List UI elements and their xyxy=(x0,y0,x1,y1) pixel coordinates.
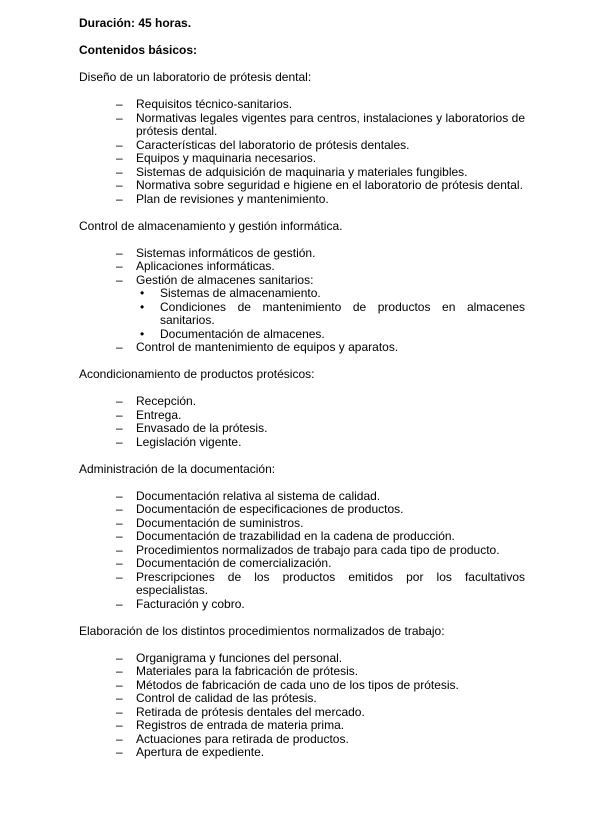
list-item-text: Normativa sobre seguridad e higiene en el laboratorio de prótesis dental. xyxy=(136,178,523,192)
list-item-text: Apertura de expediente. xyxy=(136,745,265,759)
dash-marker: – xyxy=(116,178,123,192)
dash-marker: – xyxy=(116,596,123,611)
sublist-item xyxy=(136,301,525,328)
bullet-marker: • xyxy=(140,326,145,341)
list-item xyxy=(79,517,525,531)
list-item xyxy=(79,719,525,733)
list-item xyxy=(79,395,525,409)
list-item xyxy=(79,179,525,193)
list-item xyxy=(79,274,525,342)
dash-marker: – xyxy=(116,650,123,665)
dash-marker: – xyxy=(116,407,123,422)
list-item xyxy=(79,733,525,747)
dash-marker: – xyxy=(116,245,123,260)
list-item-text: Características del laboratorio de prótesis dentales. xyxy=(136,137,410,152)
list-item-text: Normativas legales vigentes para centros, instalaciones y laboratorios de prótesis dental. xyxy=(136,110,525,138)
dash-marker: – xyxy=(116,731,123,746)
section-title: Administración de la documentación: xyxy=(79,461,276,476)
list-item-text: Control de mantenimiento de equipos y aparatos. xyxy=(136,340,399,354)
dash-marker: – xyxy=(116,677,123,692)
list-item-text: Equipos y maquinaria necesarios. xyxy=(136,151,317,165)
dash-list xyxy=(79,490,525,612)
list-item-text: Documentación de trazabilidad en la cadena de producción. xyxy=(136,529,455,543)
dash-marker: – xyxy=(116,191,123,206)
list-item-text: Requisitos técnico-sanitarios. xyxy=(136,97,293,111)
list-item-text: Organigrama y funciones del personal. xyxy=(136,650,343,665)
dash-marker: – xyxy=(116,164,123,179)
dash-marker: – xyxy=(116,569,123,584)
list-item-text: Prescripciones de los productos emitidos por los facultativos especialistas. xyxy=(136,569,525,597)
list-item xyxy=(79,98,525,112)
list-item xyxy=(79,746,525,760)
sublist-item-text: Sistemas de almacenamiento. xyxy=(160,286,321,300)
section-procedimientos xyxy=(79,625,525,760)
dash-marker: – xyxy=(116,340,123,354)
dash-marker: – xyxy=(116,542,123,557)
bullet-marker: • xyxy=(140,286,145,300)
list-item xyxy=(79,436,525,450)
list-item-text: Gestión de almacenes sanitarios: xyxy=(136,272,314,287)
list-item-text: Procedimientos normalizados de trabajo para cada tipo de producto. xyxy=(136,542,500,557)
dash-list xyxy=(79,652,525,760)
section-title: Acondicionamiento de productos protésicos: xyxy=(79,367,315,381)
list-item-text: Sistemas de adquisición de maquinaria y materiales fungibles. xyxy=(136,164,468,179)
list-item xyxy=(79,341,525,355)
list-item xyxy=(79,490,525,504)
section-administracion xyxy=(79,463,525,612)
list-item-text: Facturación y cobro. xyxy=(136,596,245,611)
list-item-text: Entrega. xyxy=(136,407,182,422)
dash-marker: – xyxy=(116,691,123,705)
list-item xyxy=(79,557,525,571)
list-item-text: Métodos de fabricación de cada uno de los tipos de prótesis. xyxy=(136,677,459,692)
section-title: Control de almacenamiento y gestión informática. xyxy=(79,218,343,233)
list-item-text: Materiales para la fabricación de prótesis. xyxy=(136,664,359,678)
dash-marker: – xyxy=(116,664,123,678)
list-item-text: Envasado de la prótesis. xyxy=(136,421,268,435)
list-item xyxy=(79,139,525,153)
section-title: Elaboración de los distintos procedimientos normalizados de trabajo: xyxy=(79,623,445,638)
list-item xyxy=(79,530,525,544)
dash-marker: – xyxy=(116,529,123,543)
list-item-text: Documentación de suministros. xyxy=(136,515,304,530)
dash-marker: – xyxy=(116,515,123,530)
dash-marker: – xyxy=(116,394,123,408)
list-item-text: Actuaciones para retirada de productos. xyxy=(136,731,349,746)
list-item-text: Aplicaciones informáticas. xyxy=(136,259,275,273)
list-item-text: Documentación de comercialización. xyxy=(136,556,332,570)
contents-heading: Contenidos básicos: xyxy=(79,43,198,57)
list-item xyxy=(79,409,525,423)
list-item-text: Control de calidad de las prótesis. xyxy=(136,691,317,705)
sublist-item-text: Condiciones de mantenimiento de productos en almacenes sanitarios. xyxy=(160,299,525,327)
list-item xyxy=(79,112,525,139)
dash-marker: – xyxy=(116,556,123,570)
section-diseno xyxy=(79,71,525,206)
dash-list xyxy=(79,247,525,355)
list-item xyxy=(79,193,525,207)
list-item xyxy=(79,706,525,720)
section-control-almacenamiento xyxy=(79,220,525,355)
dash-marker: – xyxy=(116,745,123,759)
list-item-text: Registros de entrada de materia prima. xyxy=(136,718,345,732)
dash-marker: – xyxy=(116,259,123,273)
dash-marker: – xyxy=(116,97,123,111)
bullet-marker: • xyxy=(140,299,145,314)
dash-marker: – xyxy=(116,434,123,449)
duration-line: Duración: 45 horas. xyxy=(79,16,192,30)
list-item-text: Recepción. xyxy=(136,394,197,408)
dash-marker: – xyxy=(116,502,123,516)
list-item xyxy=(79,247,525,261)
list-item-text: Sistemas informáticos de gestión. xyxy=(136,245,316,260)
dash-marker: – xyxy=(116,151,123,165)
dash-marker: – xyxy=(116,488,123,503)
list-item xyxy=(79,503,525,517)
list-item xyxy=(79,679,525,693)
list-item xyxy=(79,571,525,598)
list-item-text: Documentación relativa al sistema de calidad. xyxy=(136,488,381,503)
list-item xyxy=(79,166,525,180)
list-item-text: Plan de revisiones y mantenimiento. xyxy=(136,191,329,206)
list-item xyxy=(79,652,525,666)
dash-marker: – xyxy=(116,421,123,435)
section-acondicionamiento xyxy=(79,368,525,449)
dash-marker: – xyxy=(116,110,123,125)
dash-list xyxy=(79,98,525,206)
list-item xyxy=(79,692,525,706)
document-page xyxy=(79,17,525,760)
sublist-item-text: Documentación de almacenes. xyxy=(160,326,325,341)
list-item-text: Retirada de prótesis dentales del mercado. xyxy=(136,704,365,719)
dash-marker: – xyxy=(116,137,123,152)
dash-marker: – xyxy=(116,272,123,287)
list-item xyxy=(79,152,525,166)
sublist-item xyxy=(136,328,525,342)
sublist-item xyxy=(136,287,525,301)
dash-marker: – xyxy=(116,718,123,732)
bullet-sublist xyxy=(136,287,525,341)
list-item xyxy=(79,598,525,612)
list-item-text: Documentación de especificaciones de productos. xyxy=(136,502,404,516)
section-title: Diseño de un laboratorio de prótesis dental: xyxy=(79,70,312,84)
dash-marker: – xyxy=(116,704,123,719)
dash-list xyxy=(79,395,525,449)
list-item xyxy=(79,422,525,436)
list-item-text: Legislación vigente. xyxy=(136,434,242,449)
list-item xyxy=(79,260,525,274)
list-item xyxy=(79,544,525,558)
list-item xyxy=(79,665,525,679)
